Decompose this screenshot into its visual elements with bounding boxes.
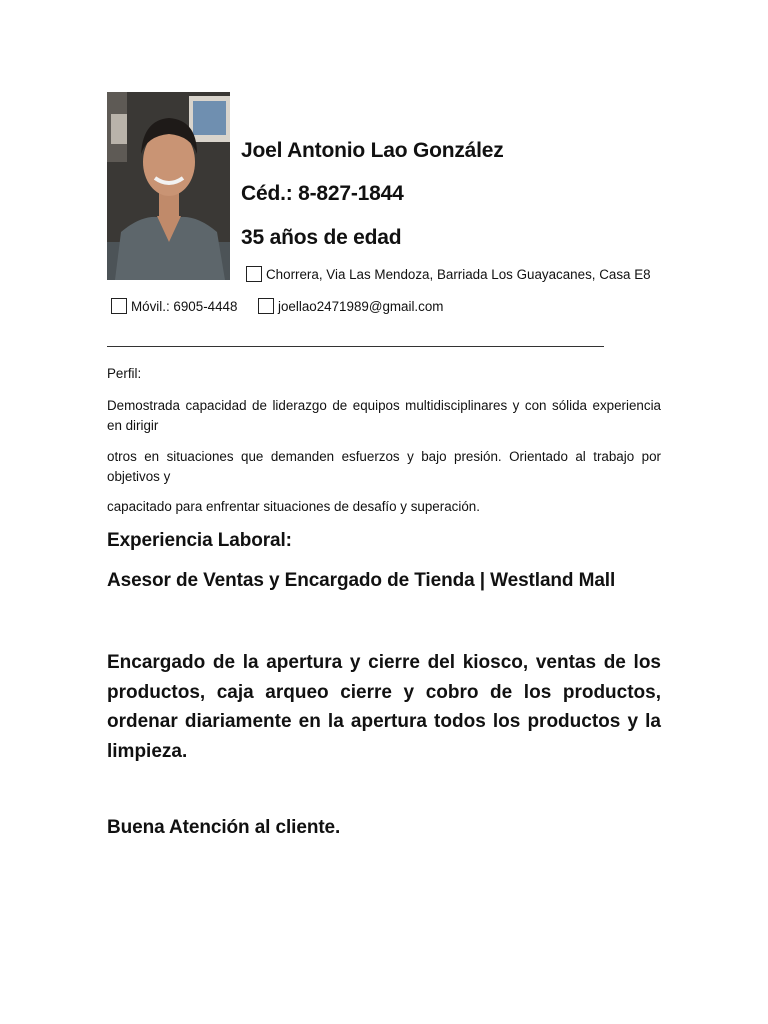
address-checkbox-icon (246, 266, 262, 282)
profile-photo (107, 92, 230, 280)
portrait-image (107, 92, 230, 280)
profile-line-1: Demostrada capacidad de liderazgo de equipos multidisciplinares y con sólida experiencia en dirigir (107, 398, 661, 433)
email-checkbox-icon (258, 298, 274, 314)
profile-label: Perfil: (107, 366, 142, 381)
candidate-age: 35 años de edad (241, 226, 402, 249)
cedula-number: Céd.: 8-827-1844 (241, 182, 404, 205)
job-title: Asesor de Ventas y Encargado de Tienda | Westland Mall (107, 570, 616, 591)
profile-line-3: capacitado para enfrentar situaciones de desafío y superación. (107, 499, 480, 514)
phone-text: Móvil.: 6905-4448 (131, 299, 238, 314)
email-text: joellao2471989@gmail.com (278, 299, 444, 314)
job-highlight: Buena Atención al cliente. (107, 817, 341, 838)
address-row (246, 266, 651, 282)
candidate-name: Joel Antonio Lao González (241, 139, 504, 162)
phone-row (111, 298, 237, 314)
profile-line-2: otros en situaciones que demanden esfuerzos y bajo presión. Orientado al trabajo por objetivos y (107, 449, 661, 484)
email-row (258, 298, 443, 314)
phone-checkbox-icon (111, 298, 127, 314)
address-text: Chorrera, Via Las Mendoza, Barriada Los Guayacanes, Casa E8 (266, 267, 651, 282)
job-description: Encargado de la apertura y cierre del kiosco, ventas de los productos, caja arqueo cierre y cobro de los productos, ordenar diariamente en la apertura todos los productos y la limpieza. (107, 652, 661, 762)
section-divider (107, 346, 604, 347)
experience-heading: Experiencia Laboral: (107, 530, 292, 551)
